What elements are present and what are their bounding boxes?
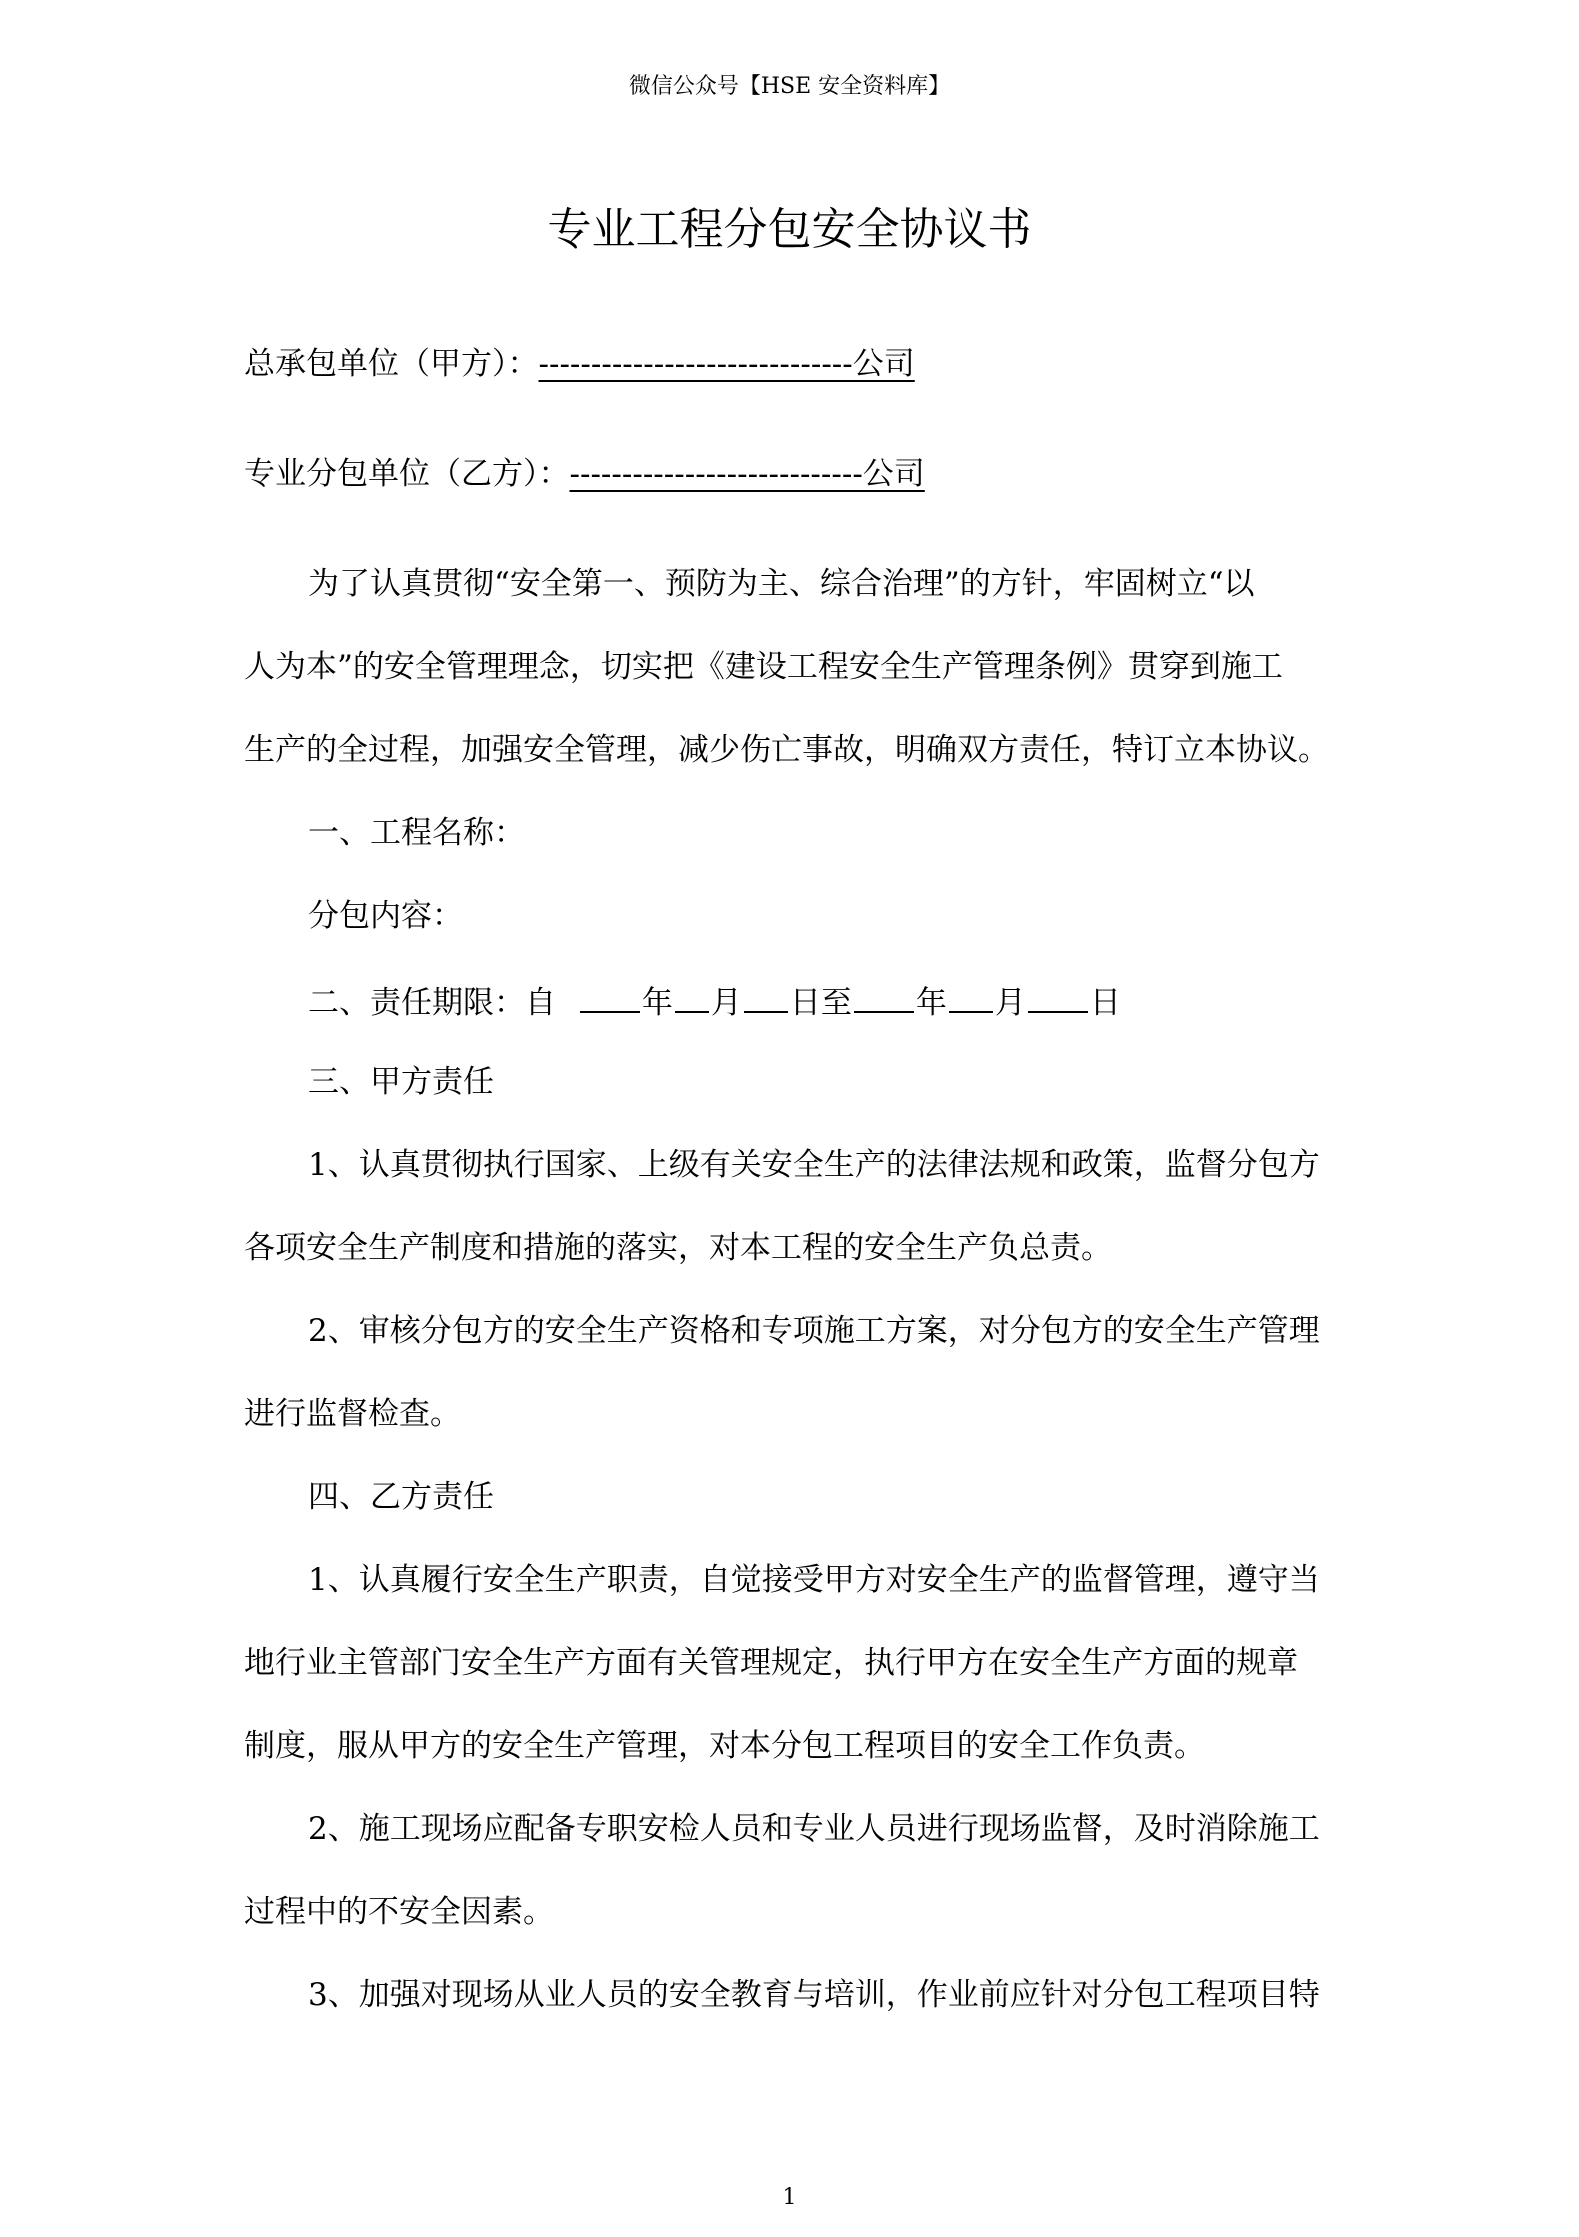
section-3-heading: 三、甲方责任 [308, 1064, 494, 1100]
party-b-item-3-line-1: 3、加强对现场从业人员的安全教育与培训，作业前应针对分包工程项目特 [308, 1977, 1320, 2013]
party-b-label: 专业分包单位（乙方）： [244, 456, 570, 492]
party-a-item-2-line-2: 进行监督检查。 [244, 1396, 461, 1432]
party-b-item-2-line-1: 2、施工现场应配备专职安检人员和专业人员进行现场监督，及时消除施工 [308, 1811, 1320, 1847]
party-b-item-1-line-1: 1、认真履行安全生产职责，自觉接受甲方对安全生产的监督管理，遵守当 [308, 1562, 1320, 1598]
day2-blank [1028, 977, 1088, 1013]
party-b-item-2-line-2: 过程中的不安全因素。 [244, 1894, 554, 1930]
party-a-item-2-line-1: 2、审核分包方的安全生产资格和专项施工方案，对分包方的安全生产管理 [308, 1313, 1320, 1349]
intro-line-2: 人为本”的安全管理理念，切实把《建设工程安全生产管理条例》贯穿到施工 [244, 649, 1283, 685]
document-title: 专业工程分包安全协议书 [547, 204, 1032, 255]
subcontract-content: 分包内容： [308, 898, 463, 934]
section-4-heading: 四、乙方责任 [308, 1479, 494, 1515]
intro-line-1: 为了认真贯彻“安全第一、预防为主、综合治理”的方针，牢固树立“以 [308, 566, 1255, 602]
year-blank [580, 977, 640, 1013]
party-b-item-1-line-2: 地行业主管部门安全生产方面有关管理规定，执行甲方在安全生产方面的规章 [244, 1645, 1298, 1681]
month-label: 月 [710, 985, 742, 1021]
month-blank [675, 977, 709, 1013]
party-a-label: 总承包单位（甲方）： [244, 346, 539, 382]
period-label: 二、责任期限：自 [308, 985, 556, 1021]
party-a-item-1-line-2: 各项安全生产制度和措施的落实，对本工程的安全生产负总责。 [244, 1230, 1112, 1266]
intro-line-3: 生产的全过程，加强安全管理，减少伤亡事故，明确双方责任，特订立本协议。 [244, 732, 1329, 768]
page-number: 1 [782, 2185, 797, 2210]
month2-blank [949, 977, 993, 1013]
day-blank [744, 977, 788, 1013]
party-a-line [244, 342, 1364, 386]
party-a-value: ------------------------------公司 [538, 346, 915, 382]
day-to-label: 日至 [789, 985, 852, 1021]
year2-blank [854, 977, 914, 1013]
year-label: 年 [641, 985, 673, 1021]
section-1-project-name: 一、工程名称： [308, 815, 525, 851]
section-2-responsibility-period [308, 977, 1364, 1025]
party-b-item-1-line-3: 制度，服从甲方的安全生产管理，对本分包工程项目的安全工作负责。 [244, 1728, 1205, 1764]
day2-label: 日 [1089, 985, 1121, 1021]
party-a-item-1-line-1: 1、认真贯彻执行国家、上级有关安全生产的法律法规和政策，监督分包方 [308, 1147, 1320, 1183]
year2-label: 年 [915, 985, 947, 1021]
party-b-line [244, 452, 1364, 496]
party-b-value: ----------------------------公司 [569, 456, 925, 492]
month2-label: 月 [994, 985, 1026, 1021]
page-header: 微信公众号【HSE 安全资料库】 [628, 74, 951, 99]
